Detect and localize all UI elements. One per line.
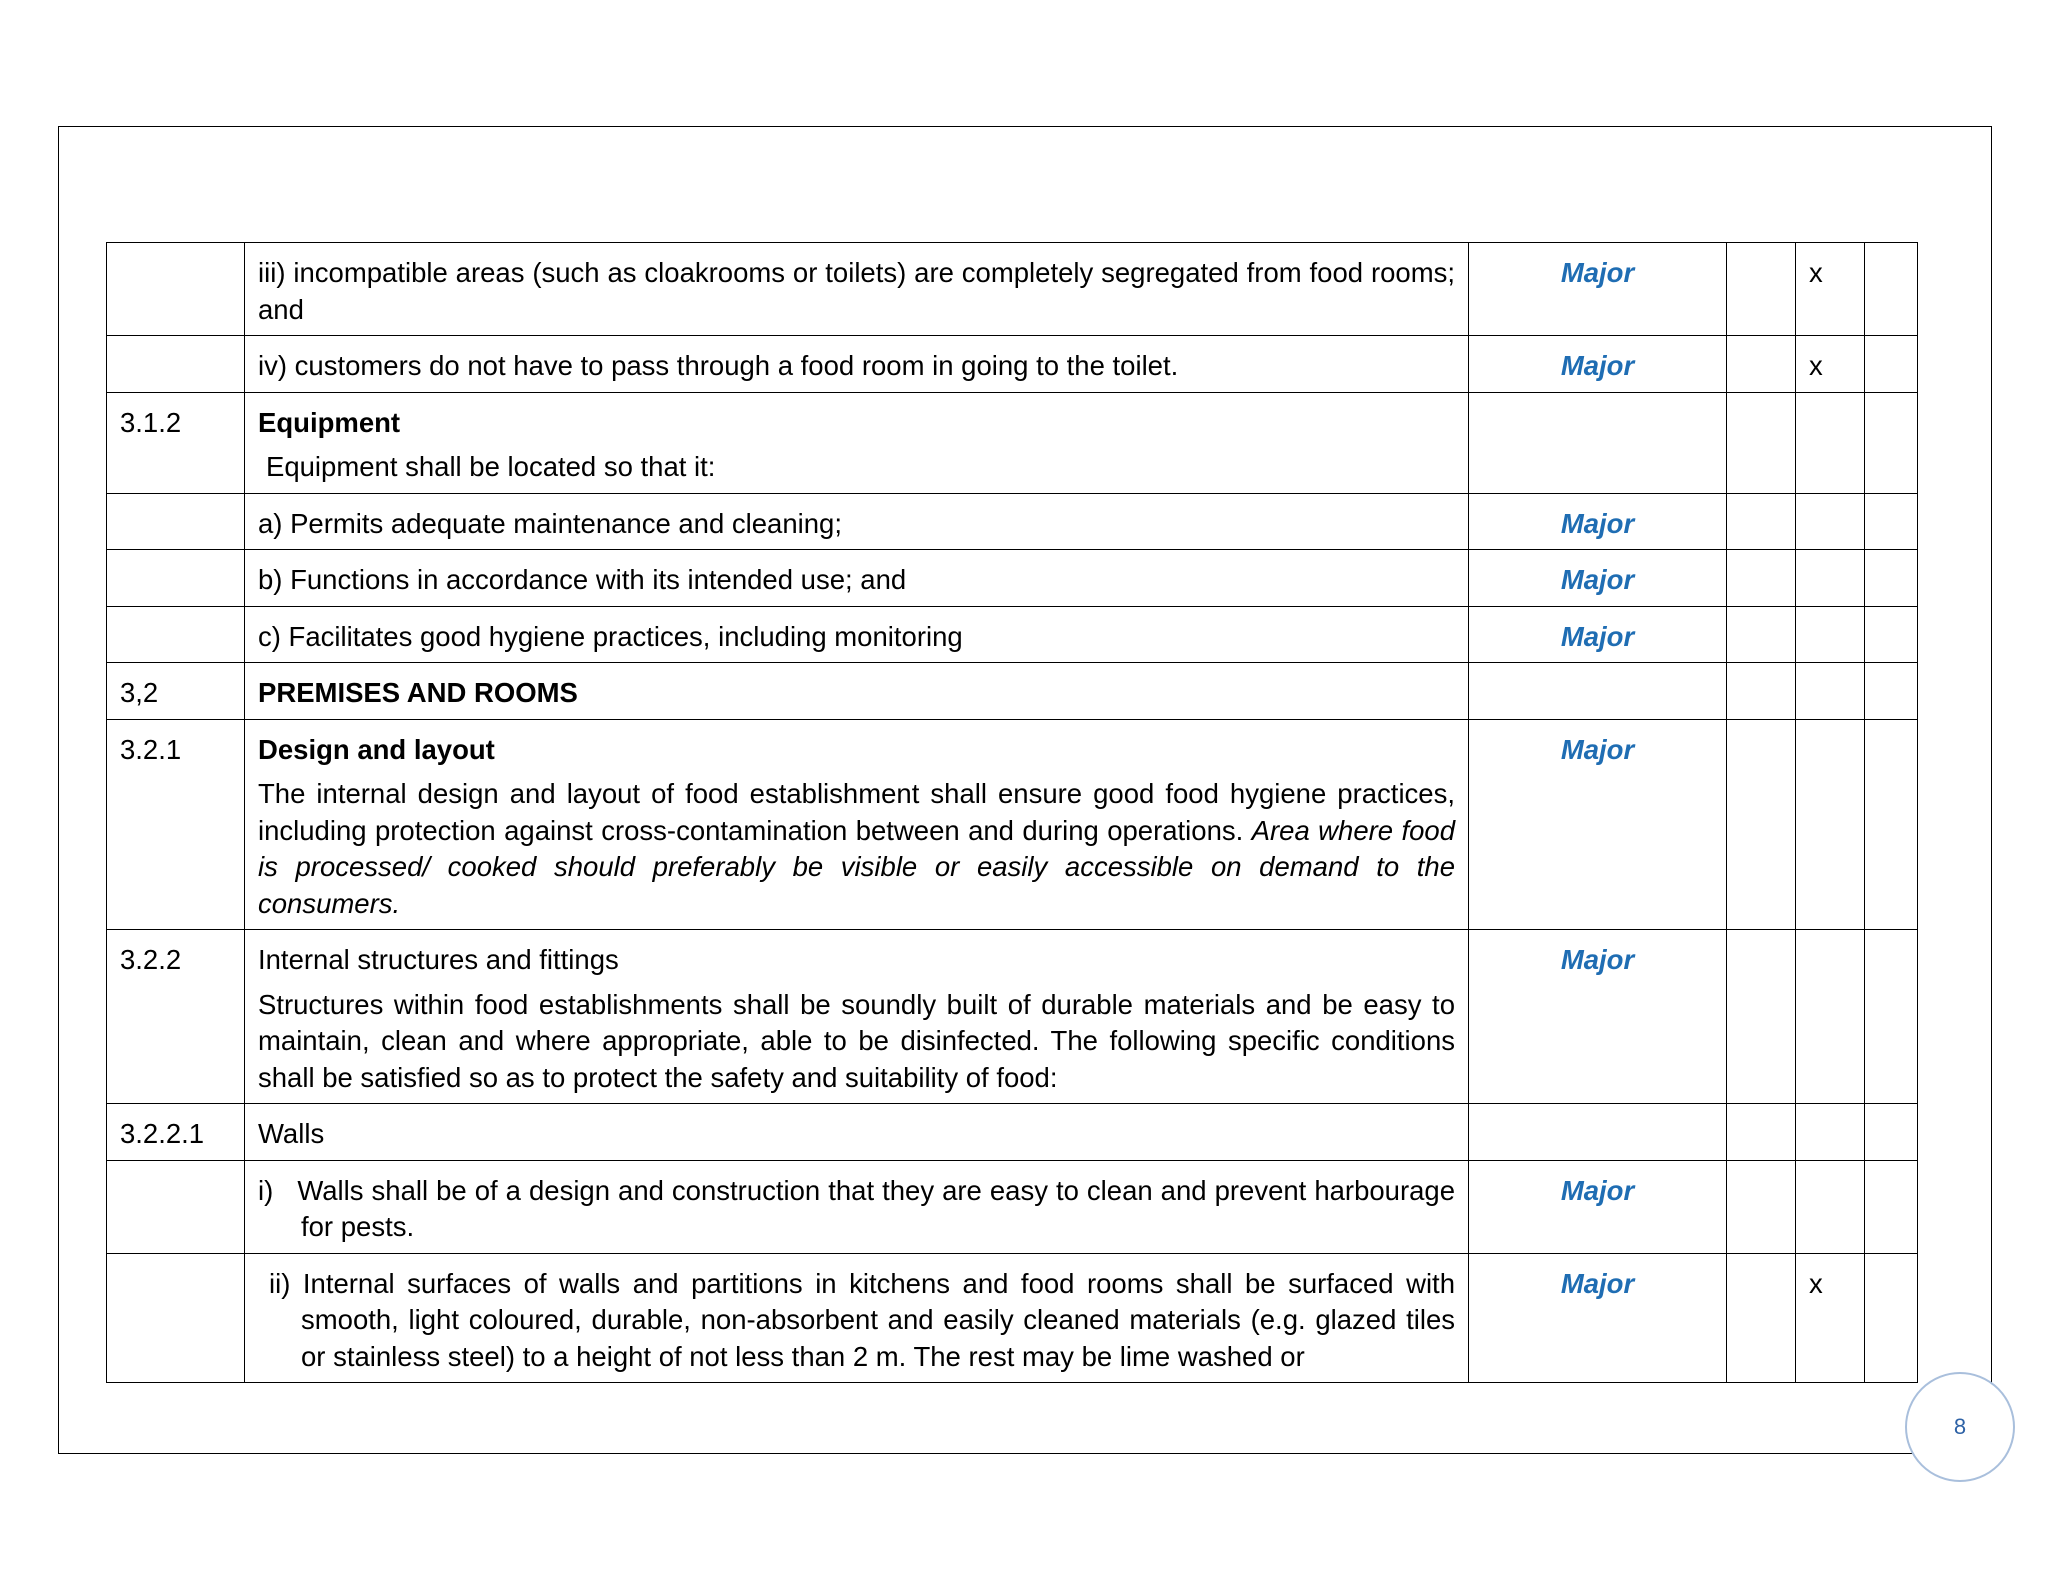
category-cell: Major bbox=[1469, 550, 1727, 607]
table-row bbox=[107, 550, 1918, 607]
clause-number: 3,2 bbox=[107, 663, 245, 720]
check-cell: x bbox=[1796, 1253, 1865, 1383]
requirement-text: ii) Internal surfaces of walls and partitions in kitchens and food rooms shall be surfaced with smooth, light coloured, durable, non-absorbent and easily cleaned materials (e.g. glazed tiles or stainless steel) to a height of not less than 2 m. The rest may be lime washed or bbox=[269, 1267, 1455, 1372]
check-cell: x bbox=[1796, 243, 1865, 336]
category-cell: Major bbox=[1469, 930, 1727, 1104]
clause-number: 3.2.2.1 bbox=[107, 1104, 245, 1161]
check-cell bbox=[1727, 550, 1796, 607]
check-cell bbox=[1865, 336, 1918, 393]
section-title: PREMISES AND ROOMS bbox=[258, 677, 578, 708]
page-number: 8 bbox=[1953, 1414, 1967, 1439]
requirement-text: The internal design and layout of food establishment shall ensure good food hygiene practices, including protection against cross-contamination between and during operations. bbox=[258, 778, 1455, 846]
category-cell bbox=[1469, 1104, 1727, 1161]
clause-number bbox=[107, 606, 245, 663]
check-cell bbox=[1796, 719, 1865, 930]
requirement-cell bbox=[245, 243, 1469, 336]
checklist-table bbox=[106, 242, 1918, 1383]
check-cell bbox=[1865, 930, 1918, 1104]
requirement-cell bbox=[245, 930, 1469, 1104]
clause-number bbox=[107, 1253, 245, 1383]
section-title: Walls bbox=[258, 1118, 325, 1149]
requirement-text: iv) customers do not have to pass through a food room in going to the toilet. bbox=[258, 350, 1179, 381]
category-cell: Major bbox=[1469, 719, 1727, 930]
requirement-cell bbox=[245, 1253, 1469, 1383]
check-cell bbox=[1865, 493, 1918, 550]
table-row bbox=[107, 243, 1918, 336]
table-row bbox=[107, 606, 1918, 663]
clause-number bbox=[107, 1160, 245, 1253]
check-cell bbox=[1727, 1253, 1796, 1383]
requirement-cell bbox=[245, 493, 1469, 550]
requirement-text: c) Facilitates good hygiene practices, including monitoring bbox=[258, 620, 963, 652]
check-cell bbox=[1865, 1160, 1918, 1253]
requirement-text: Equipment shall be located so that it: bbox=[266, 451, 716, 482]
table-row bbox=[107, 1104, 1918, 1161]
section-title: Design and layout bbox=[258, 733, 495, 765]
table-row bbox=[107, 1160, 1918, 1253]
table-row bbox=[107, 930, 1918, 1104]
category-cell: Major bbox=[1469, 493, 1727, 550]
clause-number bbox=[107, 336, 245, 393]
check-cell bbox=[1727, 663, 1796, 720]
check-cell bbox=[1727, 719, 1796, 930]
check-cell bbox=[1796, 663, 1865, 720]
requirement-cell bbox=[245, 1160, 1469, 1253]
requirement-cell bbox=[245, 336, 1469, 393]
clause-number: 3.2.1 bbox=[107, 719, 245, 930]
requirement-cell bbox=[245, 606, 1469, 663]
check-cell bbox=[1727, 392, 1796, 493]
check-cell bbox=[1865, 606, 1918, 663]
check-cell bbox=[1865, 1104, 1918, 1161]
category-cell: Major bbox=[1469, 606, 1727, 663]
table-row bbox=[107, 1253, 1918, 1383]
table-row bbox=[107, 392, 1918, 493]
requirement-text: b) Functions in accordance with its intended use; and bbox=[258, 564, 907, 595]
check-cell bbox=[1727, 930, 1796, 1104]
check-cell bbox=[1796, 493, 1865, 550]
clause-number: 3.2.2 bbox=[107, 930, 245, 1104]
check-cell bbox=[1727, 243, 1796, 336]
category-cell: Major bbox=[1469, 1160, 1727, 1253]
table-row bbox=[107, 336, 1918, 393]
table-row bbox=[107, 719, 1918, 930]
requirement-cell bbox=[245, 663, 1469, 720]
table-row bbox=[107, 493, 1918, 550]
check-cell bbox=[1796, 550, 1865, 607]
requirement-text: Structures within food establishments shall be soundly built of durable materials and be easy to maintain, clean and where appropriate, able to be disinfected. The following specific conditions shall be satisfied so as to protect the safety and suitability of food: bbox=[258, 988, 1455, 1093]
clause-number bbox=[107, 550, 245, 607]
requirement-paragraph bbox=[258, 776, 1455, 922]
category-cell: Major bbox=[1469, 243, 1727, 336]
check-cell bbox=[1796, 606, 1865, 663]
requirement-text: i) Walls shall be of a design and construction that they are easy to clean and prevent harbourage for pests. bbox=[258, 1174, 1455, 1242]
check-cell bbox=[1865, 392, 1918, 493]
requirement-note: Area where food is processed/ cooked should preferably be visible or easily accessible on demand to the consumers. bbox=[258, 814, 1455, 919]
requirement-cell bbox=[245, 719, 1469, 930]
page-number-badge bbox=[1905, 1372, 2015, 1482]
check-cell bbox=[1727, 493, 1796, 550]
category-cell: Major bbox=[1469, 1253, 1727, 1383]
check-cell bbox=[1865, 550, 1918, 607]
check-cell bbox=[1865, 663, 1918, 720]
requirement-text: a) Permits adequate maintenance and cleaning; bbox=[258, 507, 842, 539]
requirement-cell bbox=[245, 392, 1469, 493]
check-cell bbox=[1796, 392, 1865, 493]
table-row bbox=[107, 663, 1918, 720]
check-cell bbox=[1865, 1253, 1918, 1383]
check-cell bbox=[1727, 336, 1796, 393]
requirement-text: iii) incompatible areas (such as cloakrooms or toilets) are completely segregated from food rooms; and bbox=[258, 257, 1455, 325]
check-cell bbox=[1796, 1160, 1865, 1253]
check-cell bbox=[1796, 1104, 1865, 1161]
requirement-cell bbox=[245, 550, 1469, 607]
section-title: Equipment bbox=[258, 406, 401, 438]
category-cell bbox=[1469, 663, 1727, 720]
check-cell bbox=[1865, 243, 1918, 336]
section-title: Internal structures and fittings bbox=[258, 944, 619, 975]
check-cell bbox=[1727, 1104, 1796, 1161]
check-cell bbox=[1727, 606, 1796, 663]
clause-number bbox=[107, 243, 245, 336]
check-cell: x bbox=[1796, 336, 1865, 393]
check-cell bbox=[1727, 1160, 1796, 1253]
check-cell bbox=[1865, 719, 1918, 930]
category-cell bbox=[1469, 392, 1727, 493]
check-cell bbox=[1796, 930, 1865, 1104]
clause-number bbox=[107, 493, 245, 550]
requirement-cell bbox=[245, 1104, 1469, 1161]
clause-number: 3.1.2 bbox=[107, 392, 245, 493]
category-cell: Major bbox=[1469, 336, 1727, 393]
